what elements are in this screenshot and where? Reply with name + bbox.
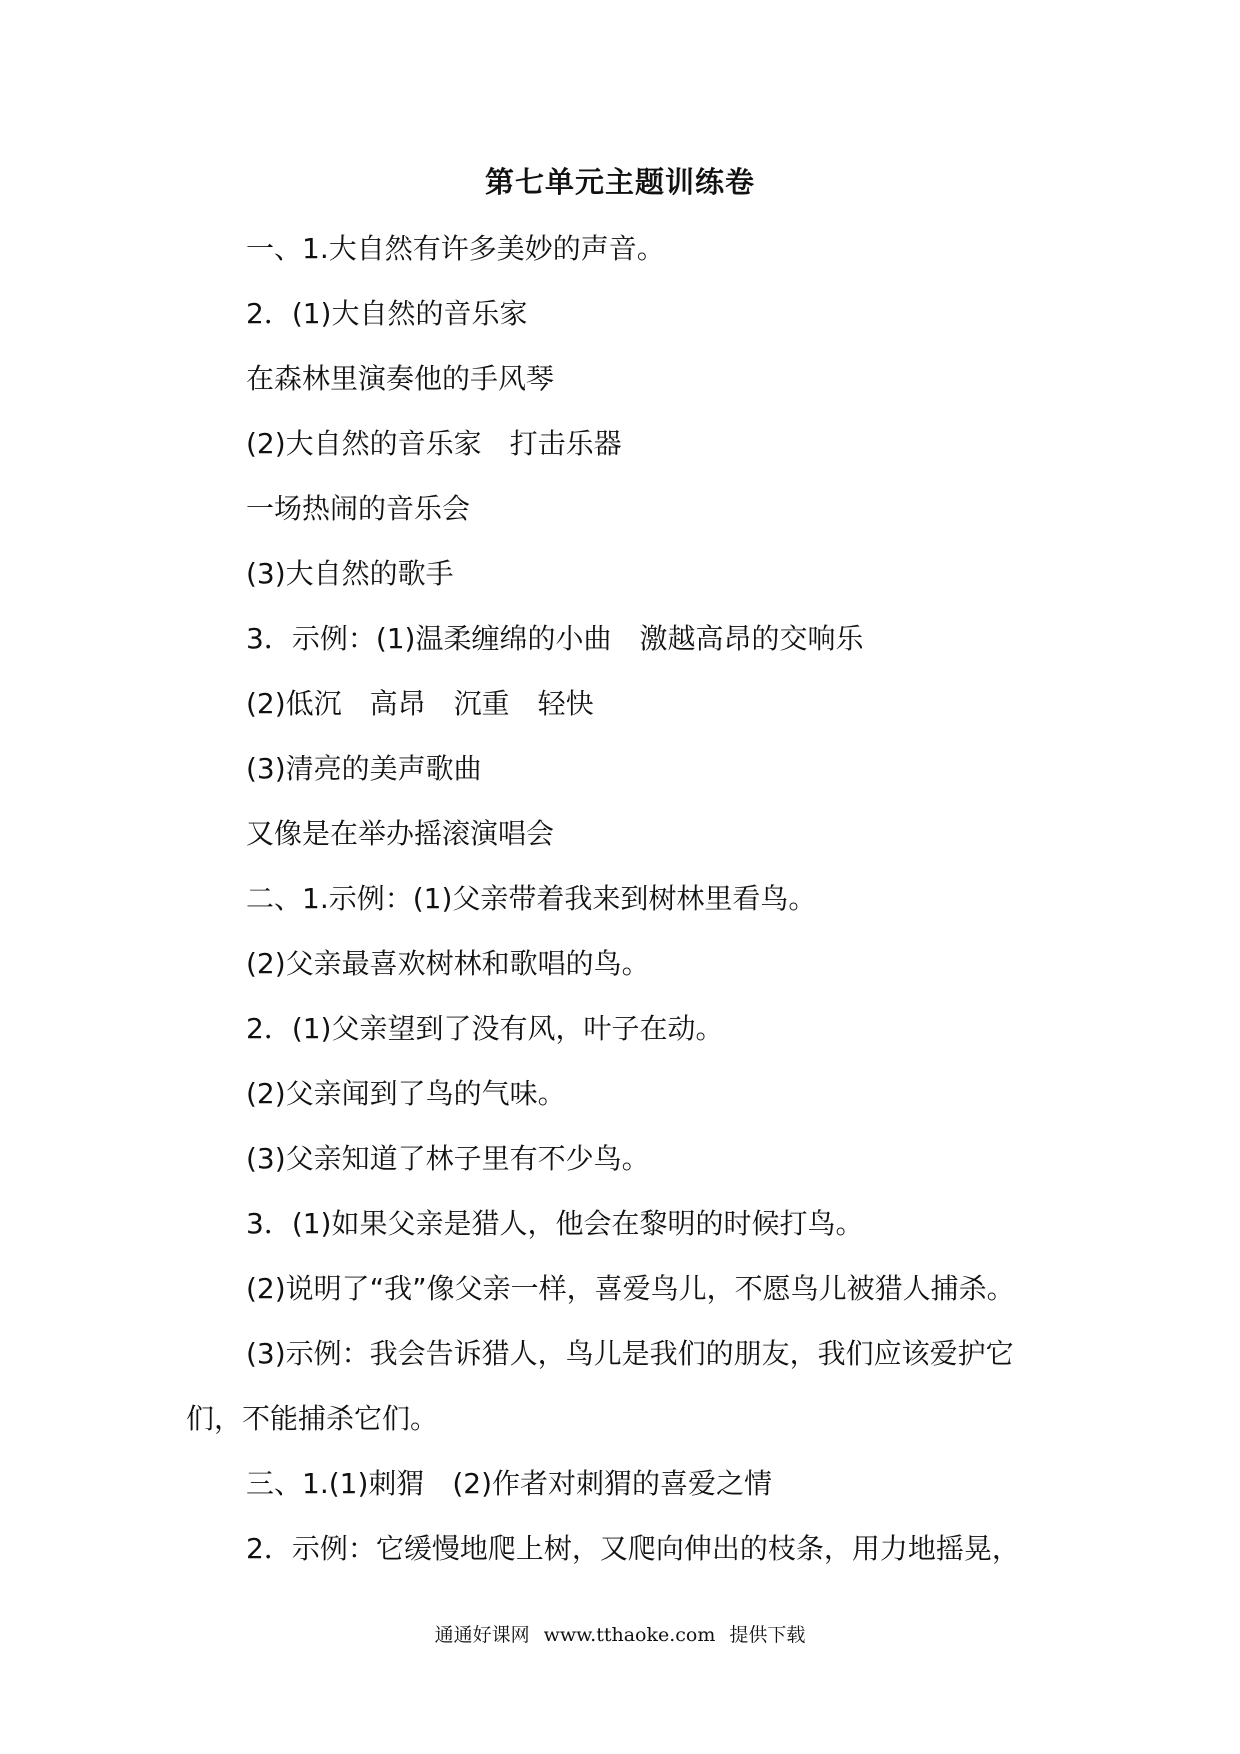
footer-suffix: 提供下载: [729, 1624, 806, 1646]
answer-line: 2．(1)大自然的音乐家: [246, 297, 528, 330]
answer-line: (2)低沉 高昂 沉重 轻快: [246, 687, 594, 720]
answer-line: 一场热闹的音乐会: [246, 492, 471, 525]
answer-line: 二、1.示例：(1)父亲带着我来到树林里看鸟。: [246, 882, 817, 915]
answer-line: 一、1.大自然有许多美妙的声音。: [246, 232, 665, 265]
answer-line: (3)大自然的歌手: [246, 557, 454, 590]
answer-line: 三、1.(1)刺猬 (2)作者对刺猬的喜爱之情: [246, 1467, 773, 1500]
answer-line: 又像是在举办摇滚演唱会: [246, 817, 555, 850]
answer-line: 在森林里演奏他的手风琴: [246, 362, 555, 395]
page-footer: [0, 1620, 1240, 1647]
answer-line: (3)父亲知道了林子里有不少鸟。: [246, 1142, 650, 1175]
footer-url[interactable]: www.tthaoke.com: [543, 1624, 716, 1646]
answer-line: (2)说明了“我”像父亲一样，喜爱鸟儿，不愿鸟儿被猎人捕杀。: [246, 1272, 1015, 1305]
answer-line: 2．示例：它缓慢地爬上树，又爬向伸出的枝条，用力地摇晃，: [246, 1532, 1020, 1565]
answer-line: 们，不能捕杀它们。: [186, 1402, 439, 1435]
answer-line: 3．示例：(1)温柔缠绵的小曲 激越高昂的交响乐: [246, 622, 864, 655]
answer-line: 2．(1)父亲望到了没有风，叶子在动。: [246, 1012, 724, 1045]
answer-line: (2)大自然的音乐家 打击乐器: [246, 427, 622, 460]
answer-line: (3)清亮的美声歌曲: [246, 752, 482, 785]
footer-site-name: 通通好课网: [434, 1624, 530, 1646]
answer-line: (3)示例：我会告诉猎人，鸟儿是我们的朋友，我们应该爱护它: [246, 1337, 1014, 1370]
page-title: 第七单元主题训练卷: [484, 165, 755, 199]
answer-line: 3．(1)如果父亲是猎人，他会在黎明的时候打鸟。: [246, 1207, 864, 1240]
answer-line: (2)父亲闻到了鸟的气味。: [246, 1077, 566, 1110]
answer-line: (2)父亲最喜欢树林和歌唱的鸟。: [246, 947, 650, 980]
